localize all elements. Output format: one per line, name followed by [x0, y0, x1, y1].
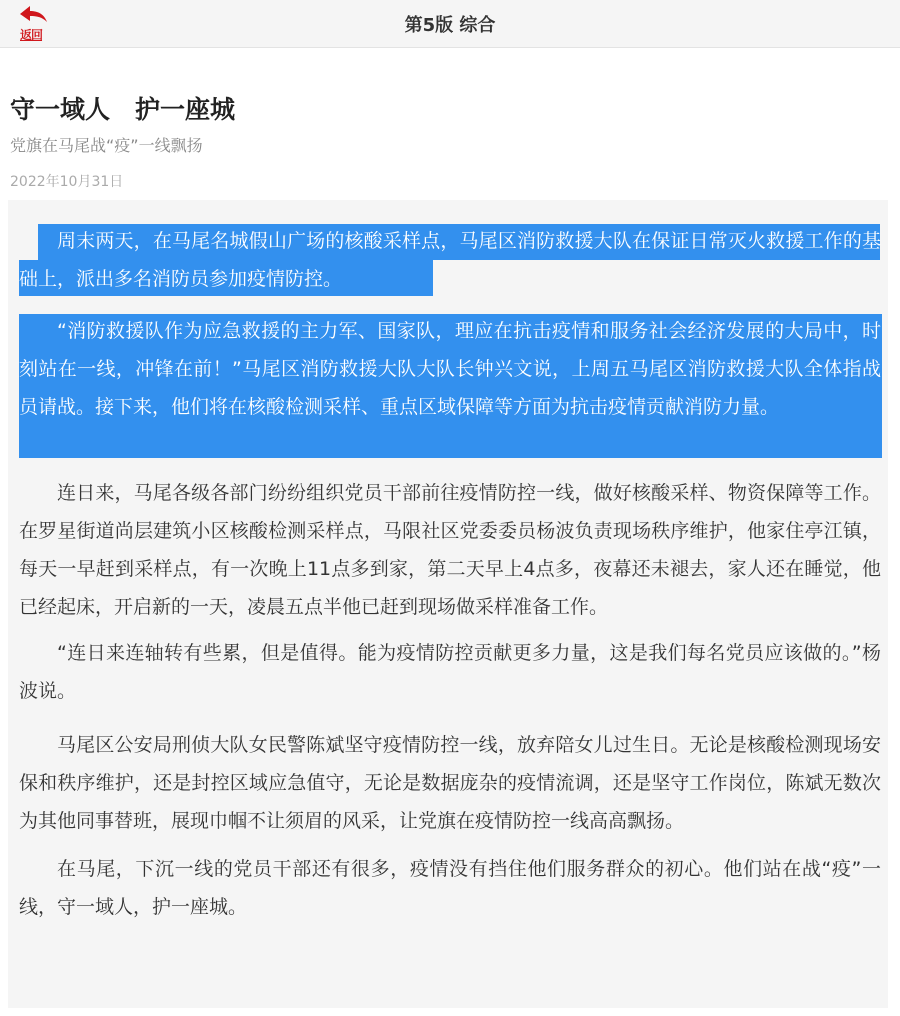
top-bar — [0, 0, 900, 48]
article-body — [8, 200, 888, 1008]
paragraph[interactable]: 在马尾，下沉一线的党员干部还有很多，疫情没有挡住他们服务群众的初心。他们站在战“疫”一线，守一域人，护一座城。 — [19, 858, 881, 918]
article-subtitle: 党旗在马尾战“疫”一线飘扬 — [10, 136, 203, 155]
page-section-label: 第5版 综合 — [404, 15, 496, 36]
paragraph[interactable]: 连日来，马尾各级各部门纷纷组织党员干部前往疫情防控一线，做好核酸采样、物资保障等工作。在罗星街道尚层建筑小区核酸检测采样点，马限社区党委委员杨波负责现场秩序维护，他家住亭江镇，每天一早赶到采样点，有一次晚上11点多到家，第二天早上4点多，夜幕还未褪去，家人还在睡觉，他已经起床，开启新的一天，凌晨五点半他已赶到现场做采样准备工作。 — [19, 482, 881, 618]
paragraph[interactable]: 马尾区公安局刑侦大队女民警陈斌坚守疫情防控一线，放弃陪女儿过生日。无论是核酸检测现场安保和秩序维护，还是封控区域应急值守，无论是数据庞杂的疫情流调，还是坚守工作岗位，陈斌无数次为其他同事替班，展现巾帼不让须眉的风采，让党旗在疫情防控一线高高飘扬。 — [19, 734, 881, 832]
paragraph[interactable]: “消防救援队作为应急救援的主力军、国家队，理应在抗击疫情和服务社会经济发展的大局中，时刻站在一线，冲锋在前！”马尾区消防救援大队大队长钟兴文说，上周五马尾区消防救援大队全体指战员请战。接下来，他们将在核酸检测采样、重点区域保障等方面为抗击疫情贡献消防力量。 — [19, 320, 881, 418]
paragraph[interactable]: “连日来连轴转有些累，但是值得。能为疫情防控贡献更多力量，这是我们每名党员应该做的。”杨波说。 — [19, 642, 881, 702]
article-date: 2022年10月31日 — [10, 174, 124, 190]
article-title: 守一域人 护一座城 — [10, 95, 236, 124]
paragraph[interactable]: 周末两天，在马尾名城假山广场的核酸采样点，马尾区消防救援大队在保证日常灭火救援工作的基础上，派出多名消防员参加疫情防控。 — [19, 230, 881, 290]
back-label: 返回 — [20, 28, 43, 42]
